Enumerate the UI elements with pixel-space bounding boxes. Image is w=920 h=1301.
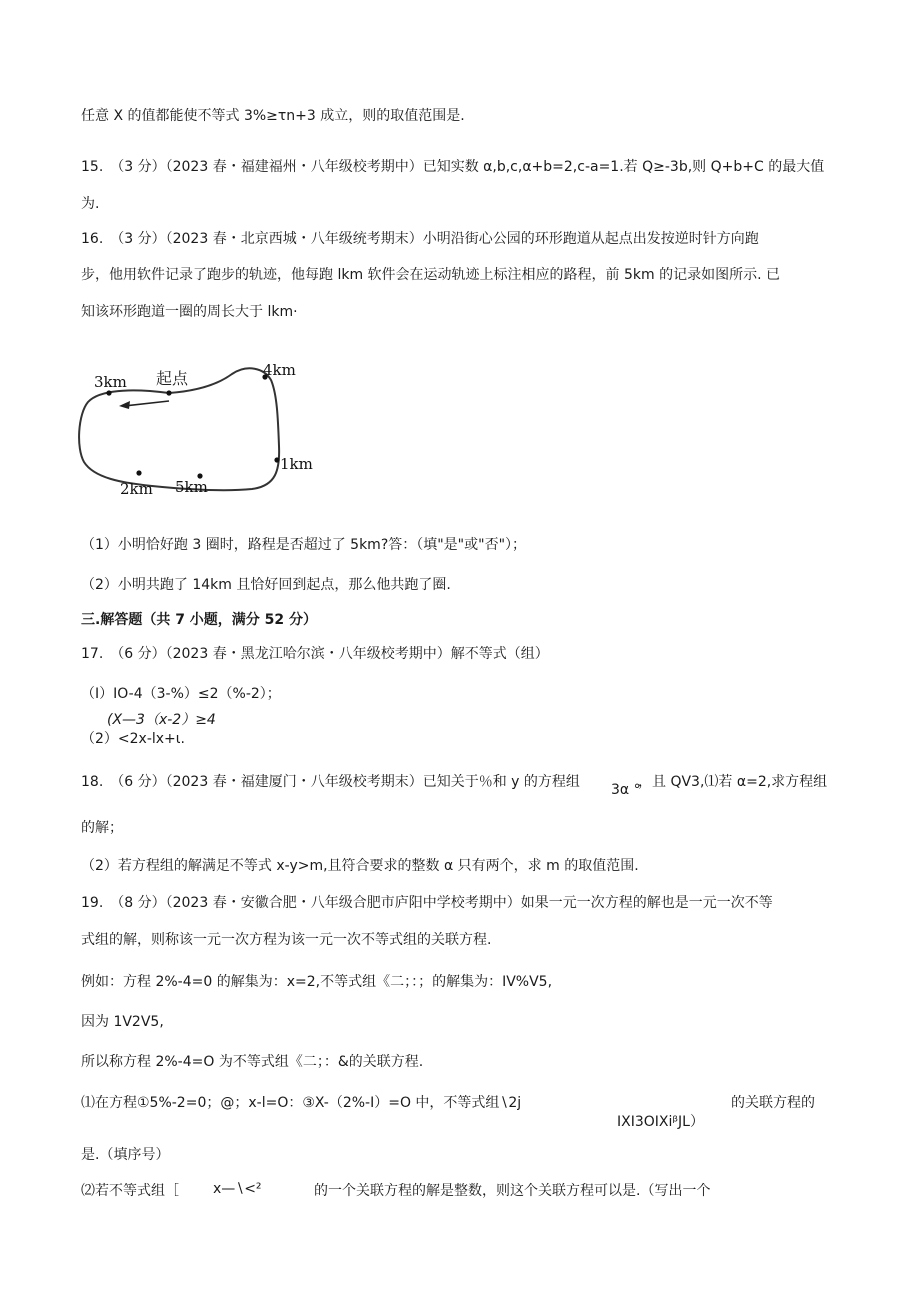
question-19-part2: ⑵若不等式组［: [81, 1183, 179, 1199]
question-18-part2: （2）若方程组的解满足不等式 x-y>m,且符合要求的整数 α 只有两个，求 m 的取值范围.: [81, 858, 639, 874]
question-19-therefore: 所以称方程 2%-4=O 为不等式组《二；：&的关联方程.: [81, 1054, 424, 1070]
direction-arrow-line: [124, 401, 169, 406]
text-line-intro: 任意 X 的值都能使不等式 3%≥τn+3 成立，则的取值范围是.: [81, 108, 465, 124]
label-start: 起点: [156, 369, 189, 388]
question-17-part2-line1: (X—3（x-2）≥4: [107, 712, 216, 728]
question-19-part2-cont: 的一个关联方程的解是整数，则这个关联方程可以是.（写出一个: [314, 1183, 711, 1199]
label-4km: 4km: [263, 361, 296, 379]
point-3km: [106, 390, 111, 395]
question-16-cont1: 步，他用软件记录了跑步的轨迹，他每跑 lkm 软件会在运动轨迹上标注相应的路程，前 5km 的记录如图所示. 已: [81, 267, 780, 283]
question-18-cont: ，且 QV3,⑴若 α=2,求方程组: [638, 774, 828, 790]
question-15-cont: 为.: [81, 196, 100, 212]
label-3km: 3km: [94, 373, 127, 391]
label-5km: 5km: [175, 478, 208, 496]
question-16-part1: （1）小明恰好跑 3 圈时，路程是否超过了 5km?答：（填"是"或"否"）；: [81, 537, 527, 553]
question-19-system-fragment: IXI3OIXiᵝJL）: [617, 1114, 704, 1130]
question-17: 17. （6 分）（2023 春・黑龙江哈尔滨・八年级校考期中）解不等式（组）: [81, 646, 549, 662]
section-heading: 三.解答题（共 7 小题，满分 52 分）: [81, 612, 318, 628]
question-15: 15. （3 分）（2023 春・福建福州・八年级校考期中）已知实数 α,b,c,α+b=2,c-a=1.若 Q≥-3b,则 Q+b+C 的最大值: [81, 159, 825, 175]
question-19-cont: 式组的解，则称该一元一次方程为该一元一次不等式组的关联方程.: [81, 932, 492, 948]
question-19-part2-system-fragment: x—∖<²: [213, 1181, 262, 1197]
question-19-example: 例如：方程 2%-4=0 的解集为：x=2,不等式组《二；：；的解集为：IV%V5,: [81, 974, 553, 990]
question-19-part1-cont: 的关联方程的: [731, 1095, 815, 1111]
direction-arrowhead: [119, 401, 130, 409]
question-17-part1: （I）IO-4（3-%）≤2（%-2）；: [81, 686, 281, 702]
question-19-because: 因为 1V2V5,: [81, 1014, 164, 1030]
point-1km: [274, 457, 279, 462]
question-19: 19. （8 分）（2023 春・安徽合肥・八年级合肥市庐阳中学校考期中）如果一元一次方程的解也是一元一次不等: [81, 895, 773, 911]
question-16-part2: （2）小明共跑了 14km 且恰好回到起点，那么他共跑了圈.: [81, 577, 451, 593]
question-19-part1-end: 是.（填序号）: [81, 1147, 170, 1163]
question-16-cont2: 知该环形跑道一圈的周长大于 lkm·: [81, 304, 298, 320]
start-point: [166, 390, 171, 395]
question-18-line2: 的解；: [81, 820, 123, 836]
question-19-part1: ⑴在方程①5%-2=0；@；x-l=O：③X-（2%-I）=O 中，不等式组∖2j: [81, 1095, 522, 1111]
question-16: 16. （3 分）（2023 春・北京西城・八年级统考期末）小明沿街心公园的环形跑道从起点出发按逆时针方向跑: [81, 231, 759, 247]
question-18-system-fragment: 3α °: [611, 782, 641, 798]
question-18: 18. （6 分）（2023 春・福建厦门・八年级校考期末）已知关于％和 y 的方程组: [81, 774, 580, 790]
label-2km: 2km: [120, 480, 153, 498]
track-figure: [72, 352, 332, 504]
question-17-part2-line2: （2）<2x-lx+ι.: [81, 731, 185, 747]
label-1km: 1km: [280, 455, 313, 473]
point-2km: [136, 470, 141, 475]
